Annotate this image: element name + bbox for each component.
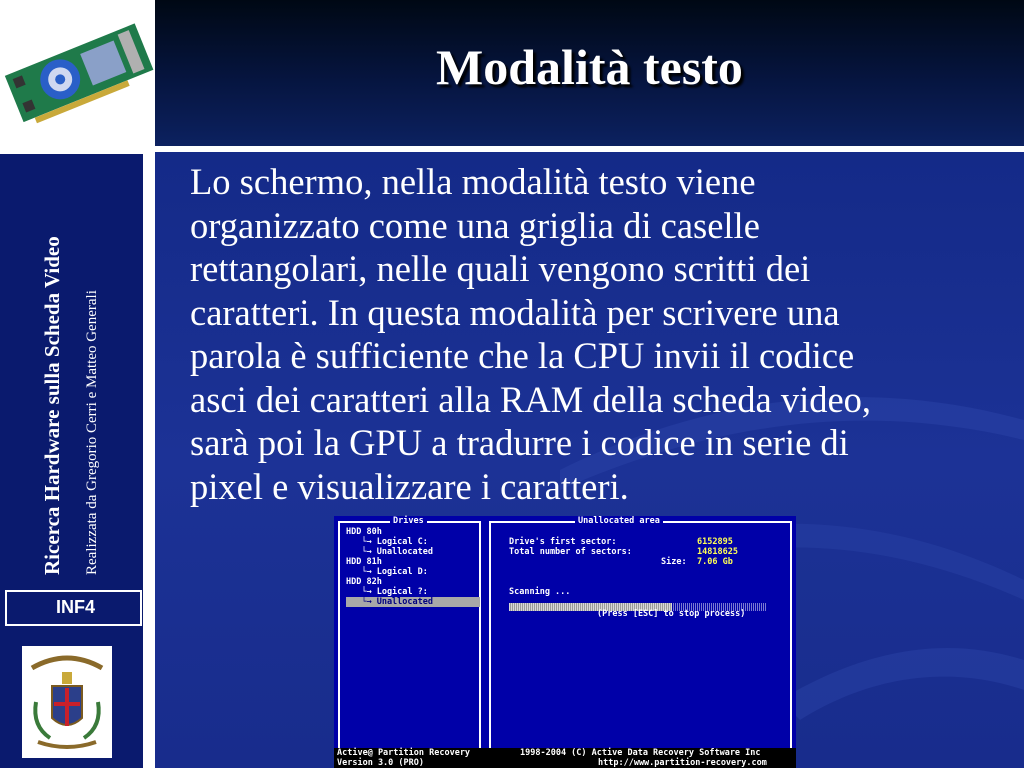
footer-copyright: 1998-2004 (C) Active Data Recovery Software Inc xyxy=(520,748,761,758)
sidebar-title: Ricerca Hardware sulla Scheda Video xyxy=(40,236,64,575)
graphics-card-image xyxy=(0,0,155,146)
drive-entry: └→ Unallocated xyxy=(346,547,433,557)
school-crest-image xyxy=(22,646,112,758)
size-value: 7.06 Gb xyxy=(697,557,733,567)
scanning-status: Scanning ... xyxy=(509,587,571,597)
body-line: rettangolari, nelle quali vengono scritti dei xyxy=(190,248,811,289)
drives-panel xyxy=(338,516,481,751)
body-line: sarà poi la GPU a tradurre i codice in serie di xyxy=(190,422,849,463)
stop-hint: (Press [ESC] to stop process) xyxy=(597,609,746,619)
footer-app-name: Active@ Partition Recovery xyxy=(337,748,471,758)
size-label: Size: xyxy=(661,557,687,567)
crest-icon xyxy=(22,646,112,758)
body-line: organizzato come una griglia di caselle xyxy=(190,204,760,246)
first-sector-label: Drive's first sector: xyxy=(509,537,617,547)
header-divider xyxy=(155,146,1024,152)
drive-entry: HDD 82h xyxy=(346,577,382,587)
total-sectors-value: 14818625 xyxy=(697,547,738,557)
body-line: pixel e visualizzare i caratteri. xyxy=(190,465,629,507)
sidebar-divider xyxy=(0,146,155,154)
total-sectors-label: Total number of sectors: xyxy=(509,547,632,557)
drive-entry: HDD 80h xyxy=(346,527,382,537)
drive-entry: └→ Logical ?: xyxy=(346,587,428,597)
footer-version: Version 3.0 (PRO) xyxy=(337,758,424,768)
graphics-card-icon xyxy=(0,0,155,146)
footer-url: http://www.partition-recovery.com xyxy=(598,758,767,768)
drives-caption: Drives xyxy=(390,516,427,526)
body-paragraph xyxy=(190,160,1010,508)
course-badge xyxy=(5,590,142,626)
sidebar-border xyxy=(143,154,155,768)
body-line: asci dei caratteri alla RAM della scheda video, xyxy=(190,378,872,420)
course-label: INF4 xyxy=(55,597,95,617)
drive-entry: HDD 81h xyxy=(346,557,382,567)
text-mode-screenshot xyxy=(334,516,796,768)
body-line: parola è sufficiente che la CPU invii il codice xyxy=(190,335,855,376)
unallocated-panel xyxy=(489,516,792,751)
drive-entry-selected: └→ Unallocated xyxy=(346,597,480,607)
drive-entry: └→ Logical D: xyxy=(346,567,428,577)
sidebar-credits: Realizzata da Gregorio Cerri e Matteo Generali xyxy=(84,290,100,575)
first-sector-value: 6152895 xyxy=(697,537,733,547)
drive-entry: └→ Logical C: xyxy=(346,537,428,547)
slide-title: Modalità testo xyxy=(436,39,743,95)
terminal-status-bar xyxy=(334,748,796,768)
body-line: Lo schermo, nella modalità testo viene xyxy=(190,161,756,202)
body-line: caratteri. In questa modalità per scrivere una xyxy=(190,291,840,333)
unallocated-caption: Unallocated area xyxy=(575,516,663,526)
